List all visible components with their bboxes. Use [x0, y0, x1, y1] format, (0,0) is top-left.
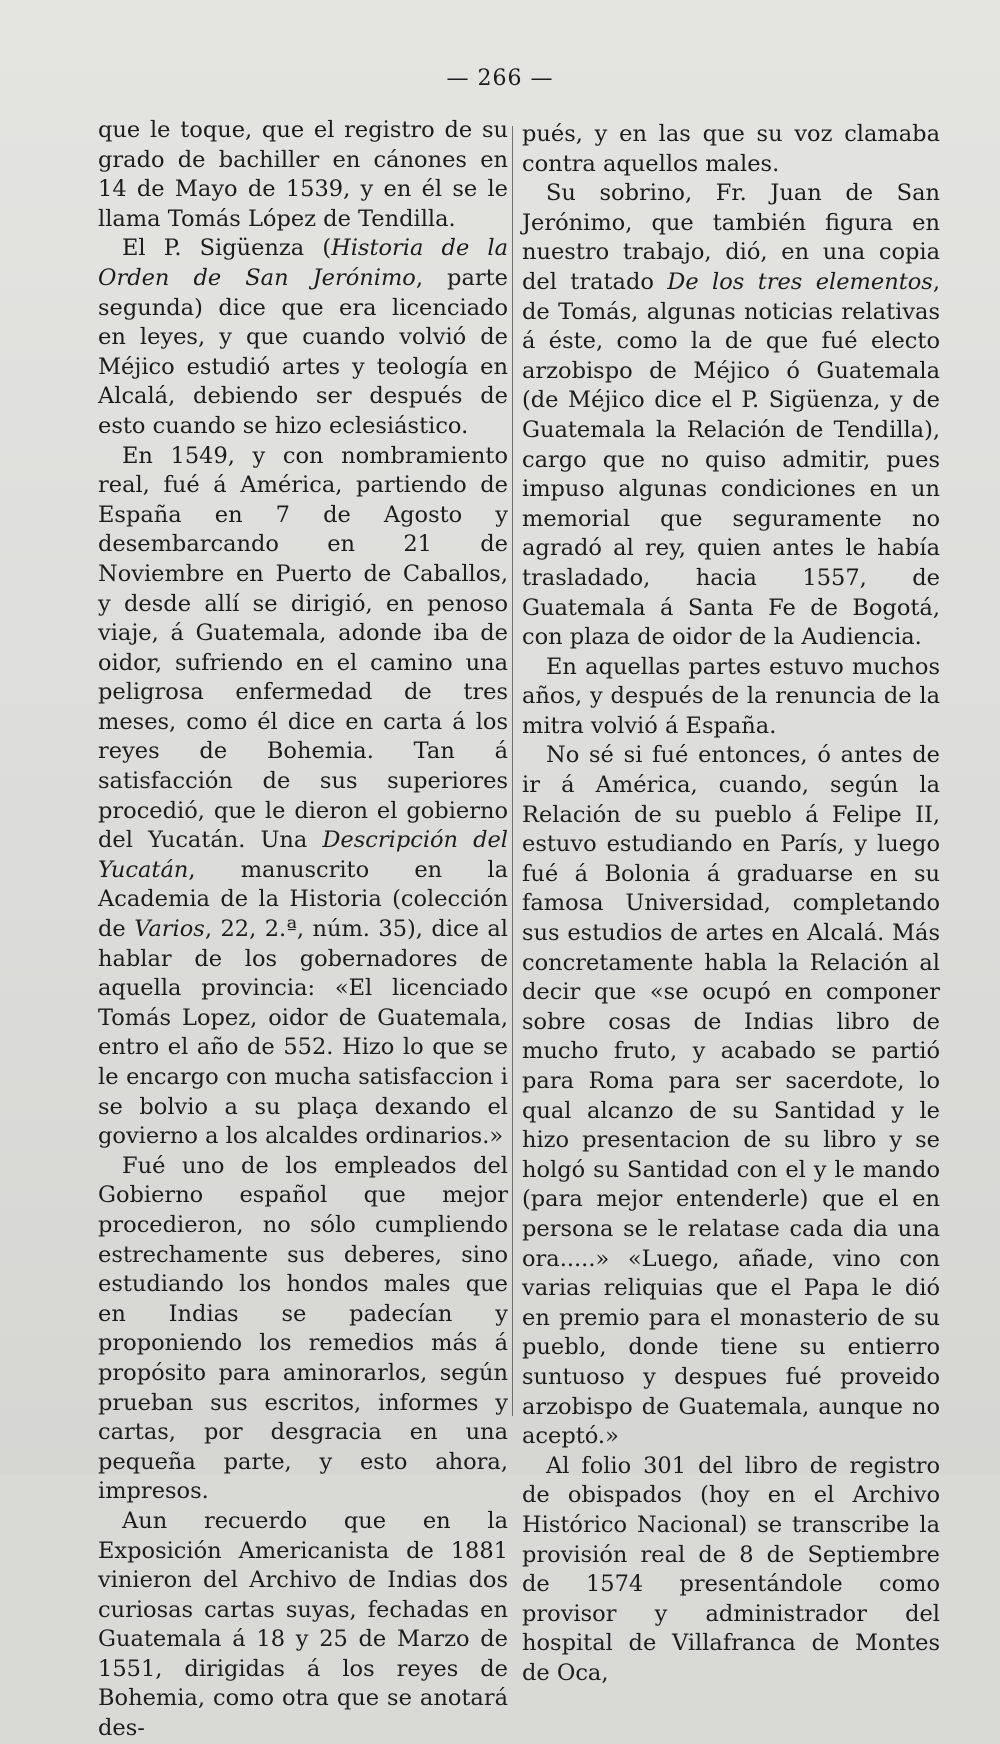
paragraph: Aun recuerdo que en la Exposición Americanista de 1881 vinieron del Archivo de Indias dos curiosas cartas suyas, fechadas en Guatemala á 18 y 25 de Marzo de 1551, dirigidas á los reyes de Bohemia, como otra que se anotará des- — [98, 1507, 508, 1742]
italic-title: Descripción del Yucatán — [98, 827, 508, 883]
italic-title: Varios — [134, 916, 205, 943]
paragraph: En aquellas partes estuvo muchos años, y después de la renuncia de la mitra volvió á España. — [522, 653, 940, 739]
right-column — [522, 120, 940, 1688]
italic-title: Historia de la Orden de San Jerónimo — [98, 235, 508, 291]
paragraph: El P. Sigüenza (Historia de la Orden de San Jerónimo, parte segunda) dice que era licenciado en leyes, y que cuando volvió de Méjico estudió artes y teología en Alcalá, debiendo ser después de esto cuando se hizo eclesiástico. — [98, 235, 508, 439]
paragraph: Al folio 301 del libro de registro de obispados (hoy en el Archivo Histórico Nacional) se transcribe la provisión real de 8 de Septiembre de 1574 presentándole como provisor y administrador del hospital de Villafranca de Montes de Oca, — [522, 1452, 940, 1686]
column-divider — [512, 126, 513, 1416]
paragraph: En 1549, y con nombramiento real, fué á América, partiendo de España en 7 de Agosto y desembarcando en 21 de Noviembre en Puerto de Caballos, y desde allí se dirigió, en penoso viaje, á Guatemala, adonde iba de oidor, sufriendo en el camino una peligrosa enfermedad de tres meses, como él dice en carta á los reyes de Bohemia. Tan á satisfacción de sus superiores procedió, que le dieron el gobierno del Yucatán. Una Descripción del Yucatán, manuscrito en la Academia de la Historia (colección de Varios, 22, 2.ª, núm. 35), dice al hablar de los gobernadores de aquella provincia: «El licenciado Tomás Lopez, oidor de Guatemala, entro el año de 552. Hizo lo que se le encargo con mucha satisfaccion i se bolvio a su plaça dexando el govierno a los alcaldes ordinarios.» — [98, 442, 509, 1150]
left-column — [98, 116, 508, 1744]
paragraph: No sé si fué entonces, ó antes de ir á América, cuando, según la Relación de su pueblo á Felipe II, estuvo estudiando en París, y luego fué á Bolonia á graduarse en su famosa Universidad, completando sus estudios de artes en Alcalá. Más concretamente habla la Relación al decir que «se ocupó en componer sobre cosas de Indias libro de mucho fruto, y acabado se partió para Roma para ser sacerdote, lo qual alcanzo de su Santidad y le hizo presentacion de su libro y se holgó su Santidad con el y le mando (para mejor entenderle) que el en persona se le relatase cada dia una ora.....» «Luego, añade, vino con varias reliquias que el Papa le dió en premio para el monasterio de su pueblo, donde tiene su entierro suntuoso y despues fué proveido arzobispo de Guatemala, aunque no aceptó.» — [522, 742, 940, 1450]
page-number: — 266 — — [446, 66, 554, 91]
italic-title: De los tres elementos — [667, 268, 933, 295]
paragraph: Su sobrino, Fr. Juan de San Jerónimo, que también figura en nuestro trabajo, dió, en una copia del tratado De los tres elementos, de Tomás, algunas noticias relativas á éste, como la de que fué electo arzobispo de Méjico ó Guatemala (de Méjico dice el P. Sigüenza, y de Guatemala la Relación de Tendilla), cargo que no quiso admitir, pues impuso algunas condiciones en un memorial que seguramente no agradó al rey, quien antes le había trasladado, hacia 1557, de Guatemala á Santa Fe de Bogotá, con plaza de oidor de la Audiencia. — [522, 180, 940, 651]
paragraph: Fué uno de los empleados del Gobierno español que mejor procedieron, no sólo cumpliendo estrechamente sus deberes, sino estudiando los hondos males que en Indias se padecían y proponiendo los remedios más á propósito para aminorarlos, según prueban sus escritos, informes y cartas, por desgracia en una pequeña parte, y esto ahora, impresos. — [98, 1152, 508, 1505]
paragraph: que le toque, que el registro de su grado de bachiller en cánones en 14 de Mayo de 1539, y en él se le llama Tomás López de Tendilla. — [98, 117, 508, 232]
paragraph: pués, y en las que su voz clamaba contra aquellos males. — [522, 121, 940, 177]
